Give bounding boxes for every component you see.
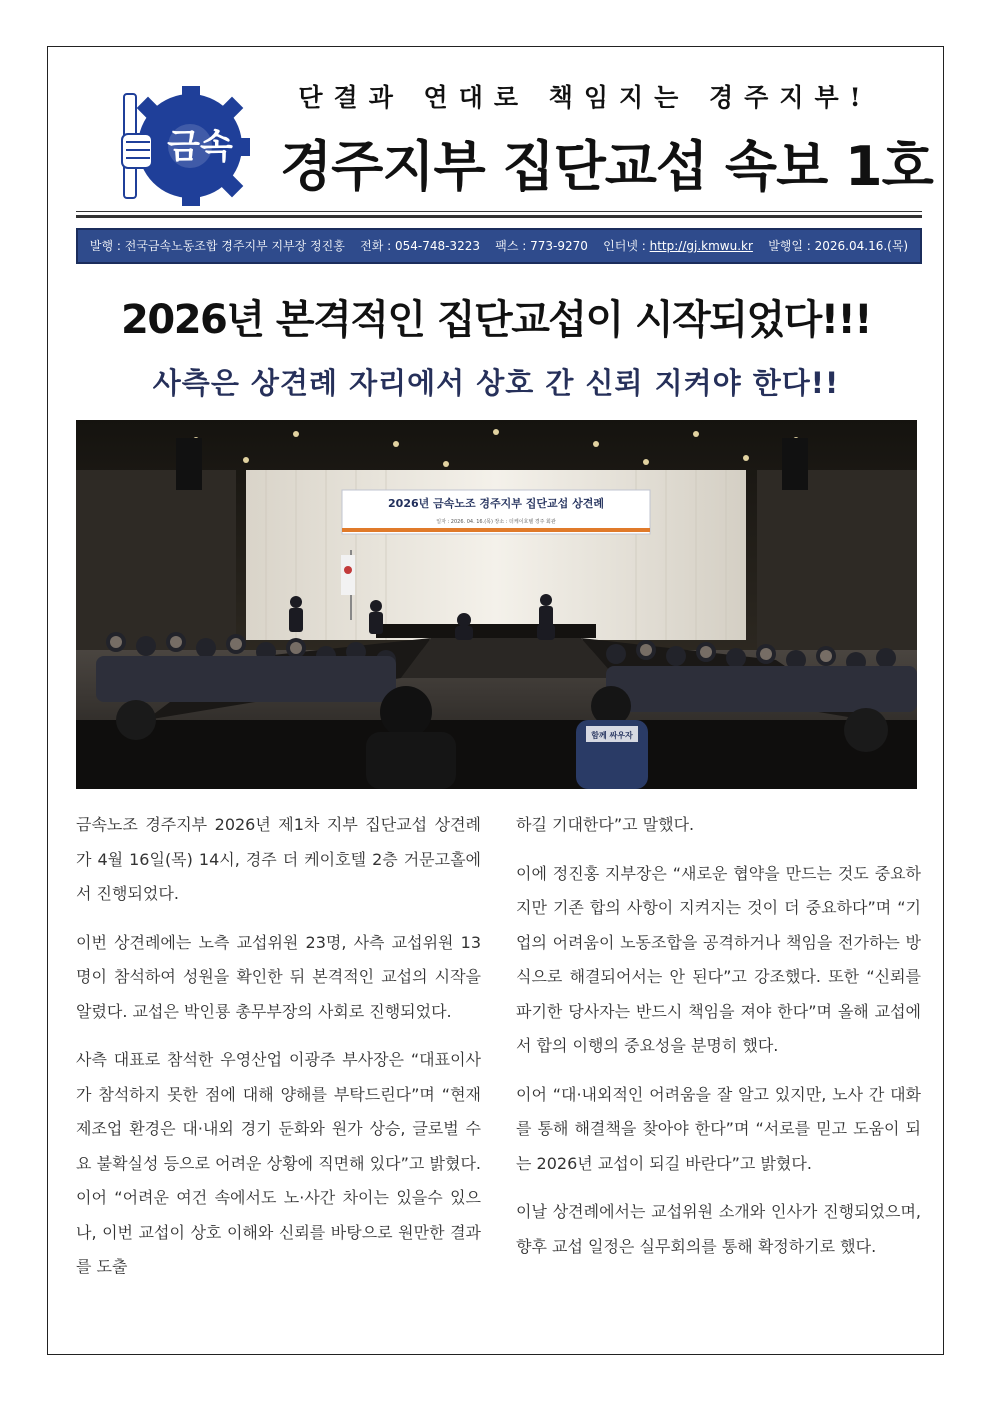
logo-text: 금속 (167, 127, 233, 167)
fax-text: 팩스 : 773-9270 (495, 239, 588, 253)
article-paragraph: 이에 정진홍 지부장은 “새로운 협약을 만드는 것도 중요하지만 기존 합의 사항이 지켜지는 것이 더 중요하다”며 “기업의 어려움이 노동조합을 공격하거나 책임을 전가하는 방식으로 해결되어서는 안 된다”고 강조했다. 또한 “신뢰를 파기한 당사자는 반드시 책임을 져야 한다”며 올해 교섭에서 합의 이행의 중요성을 분명히 했다. (516, 863, 921, 1055)
phone-text: 전화 : 054-748-3223 (360, 239, 480, 253)
headline: 2026년 본격적인 집단교섭이 시작되었다!!! (121, 297, 871, 343)
banner-title: 2026년 금속노조 경주지부 집단교섭 상견례 (388, 497, 604, 510)
union-logo (112, 80, 262, 210)
article-paragraph: 하길 기대한다”고 말했다. (516, 815, 695, 834)
article-paragraph: 금속노조 경주지부 2026년 제1차 지부 집단교섭 상견례가 4월 16일(목) 14시, 경주 더 케이호텔 2층 거문고홀에서 진행되었다. (76, 815, 481, 903)
article-column-right (516, 808, 921, 1278)
website-link[interactable]: http://gj.kmwu.kr (649, 239, 753, 253)
internet-label: 인터넷 : (603, 239, 646, 253)
article-paragraph: 이어 “대·내외적인 어려움을 잘 알고 있지만, 노사 간 대화를 통해 해결책을 찾아야 한다”며 “서로를 믿고 도움이 되는 2026년 교섭이 되길 바란다”고 밝혔다. (516, 1084, 921, 1173)
article-paragraph: 이날 상견례에서는 교섭위원 소개와 인사가 진행되었으며, 향후 교섭 일정은 실무회의를 통해 확정하기로 했다. (516, 1202, 921, 1256)
article-paragraph: 사측 대표로 참석한 우영산업 이광주 부사장은 “대표이사가 참석하지 못한 점에 대해 양해를 부탁드린다”며 “현재 제조업 환경은 대·내외 경기 둔화와 원가 상승, 글로벌 수요 불확실성 등으로 어려운 상황에 직면해 있다”고 밝혔다. 이어 “어려운 여건 속에서도 노·사간 차이는 있을수 있으나, 이번 교섭이 상호 이해와 신뢰를 바탕으로 원만한 결과를 도출 (76, 1050, 481, 1276)
meeting-photo (76, 420, 917, 789)
vest-text: 함께 싸우자 (591, 731, 633, 740)
publisher-text: 발행 : 전국금속노동조합 경주지부 지부장 정진홍 (89, 239, 345, 253)
divider-thick (76, 215, 922, 218)
article-paragraph: 이번 상견례에는 노측 교섭위원 23명, 사측 교섭위원 13명이 참석하여 성원을 확인한 뒤 본격적인 교섭의 시작을 알렸다. 교섭은 박인룡 총무부장의 사회로 진행되었다. (76, 932, 481, 1021)
masthead-title: 경주지부 집단교섭 속보 1호 (280, 135, 933, 198)
divider (76, 211, 922, 212)
article-column-left (76, 808, 481, 1299)
publisher-info-bar (76, 228, 922, 264)
slogan: 단결과 연대로 책임지는 경주지부! (298, 83, 872, 112)
subheadline: 사측은 상견례 자리에서 상호 간 신뢰 지켜야 한다!! (152, 366, 840, 400)
banner-subtitle: 일자 : 2026. 04. 16.(목) 장소 : 더케이호텔 경주 회관 (436, 519, 556, 525)
flag-icon (341, 555, 355, 595)
issue-date: 발행일 : 2026.04.16.(목) (768, 239, 909, 253)
